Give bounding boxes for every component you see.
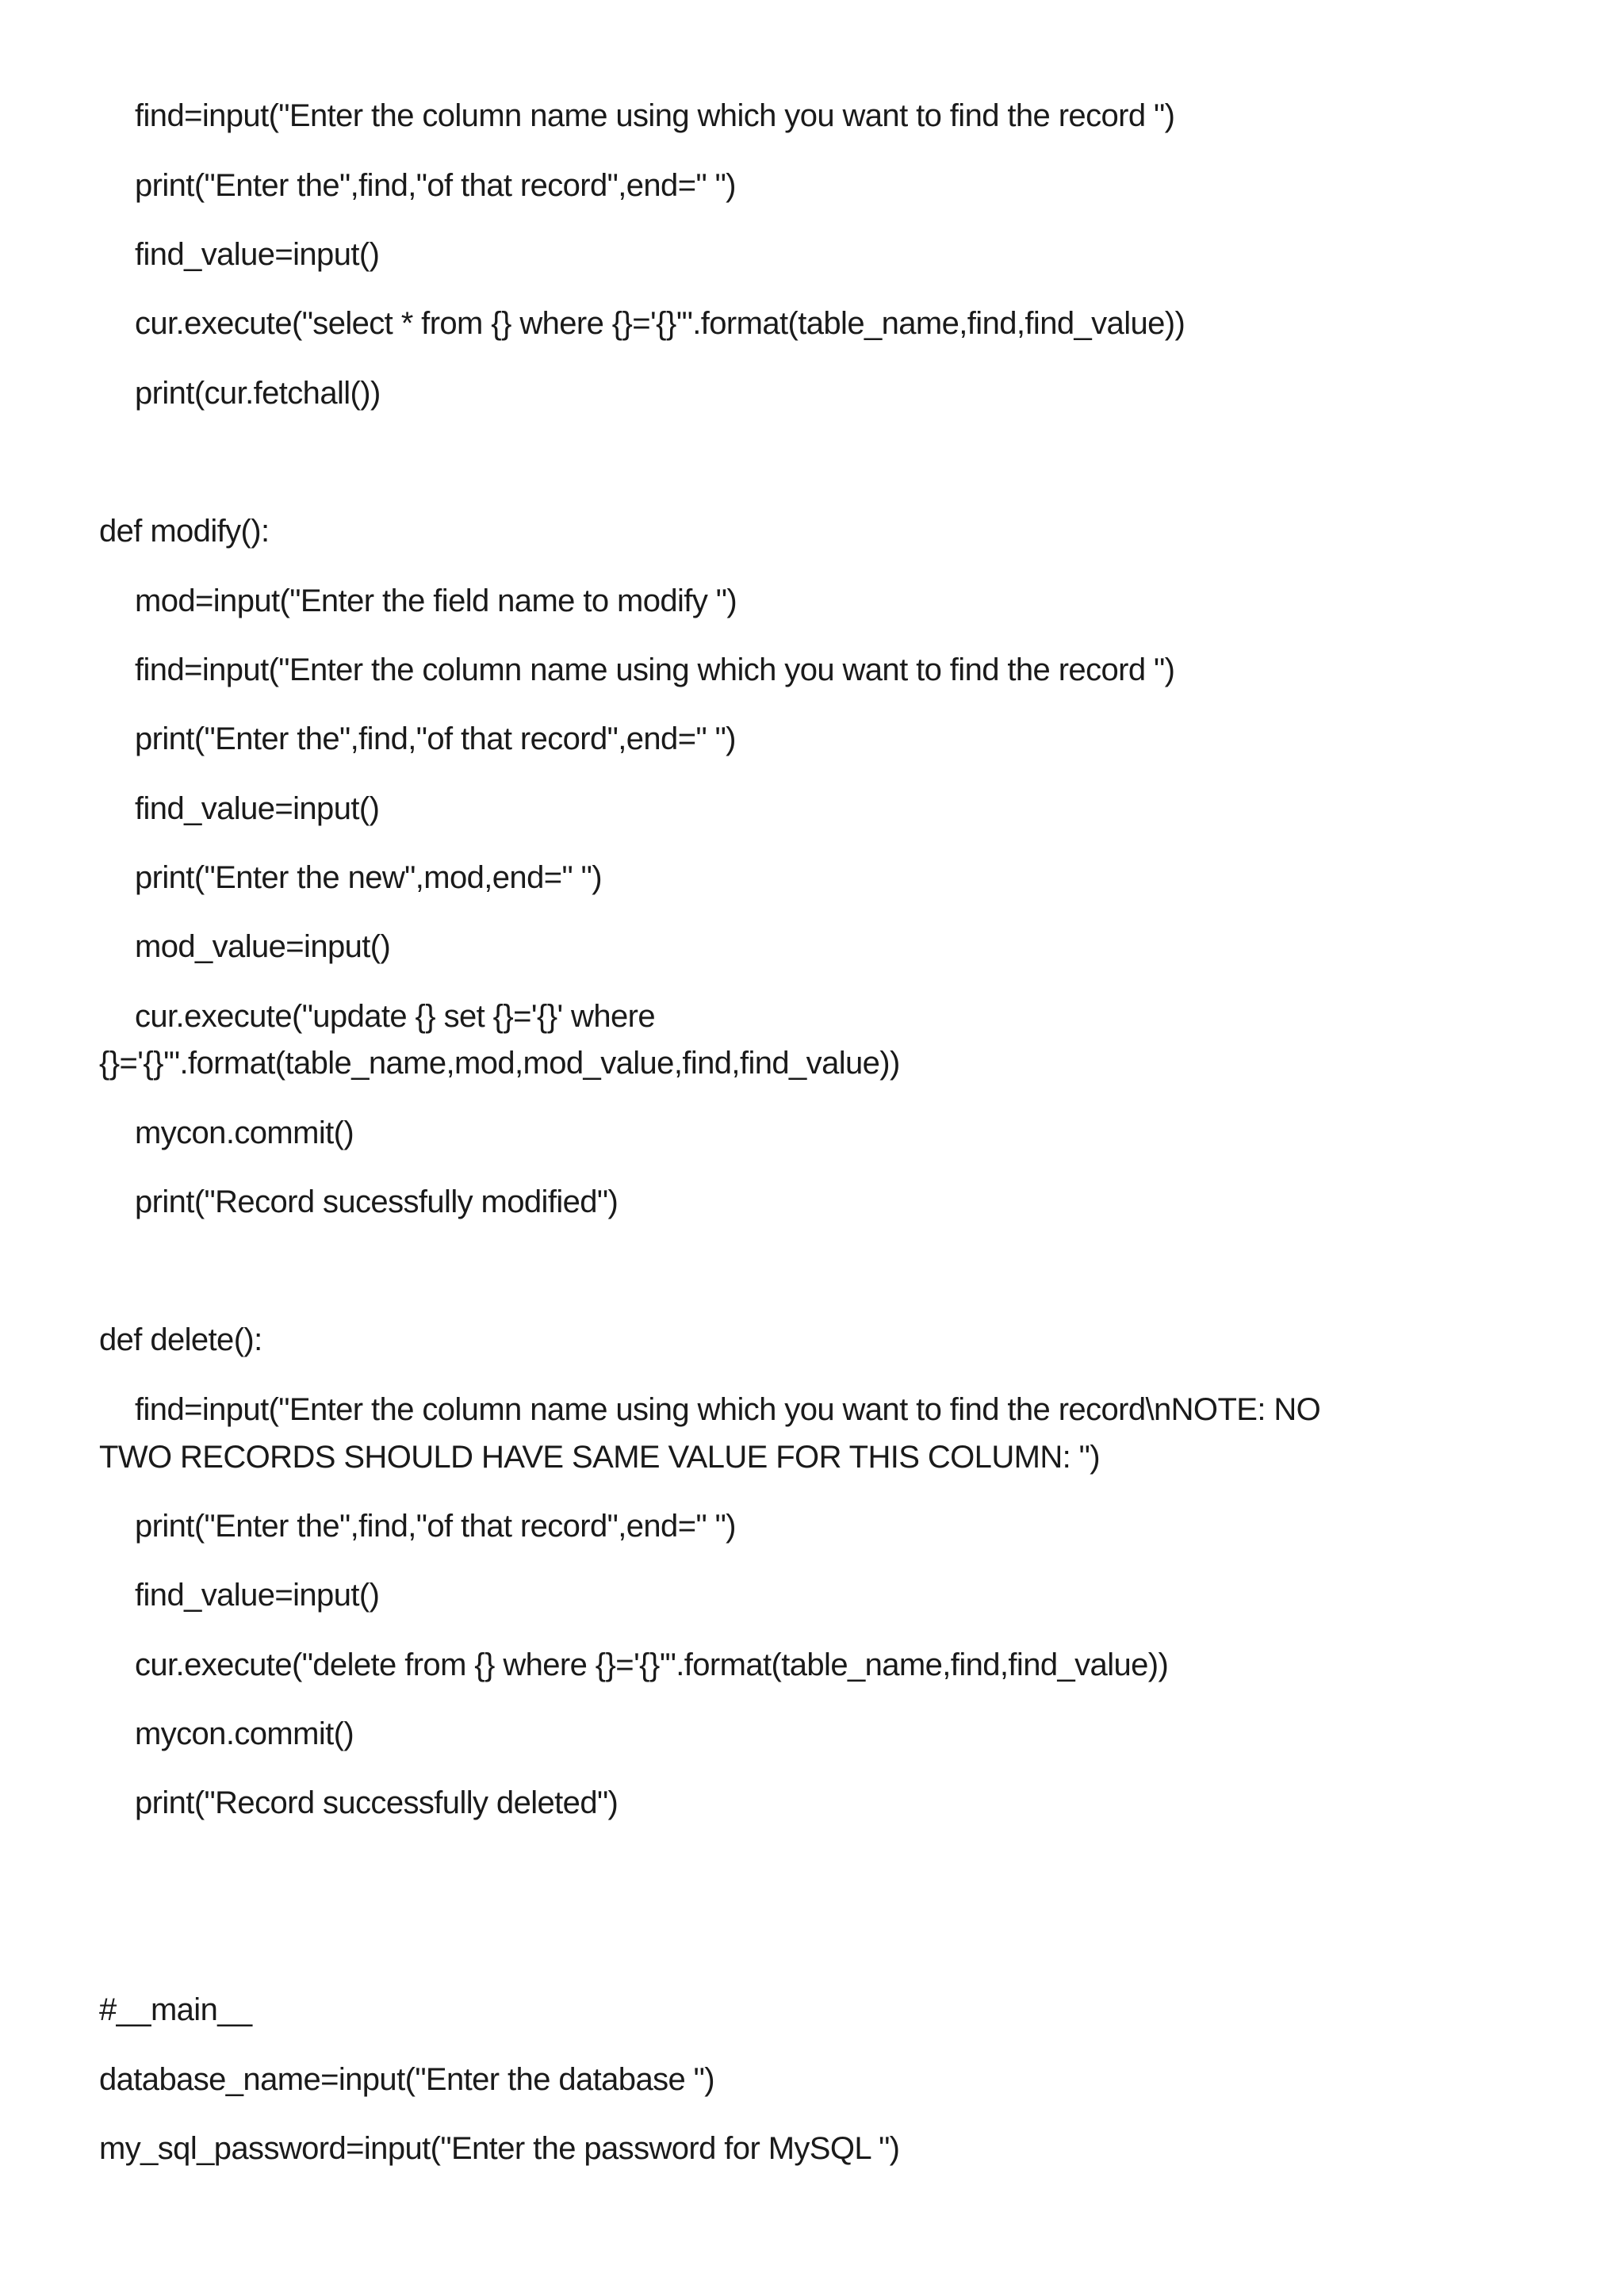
code-line-print-modified: print("Record sucessfully modified") xyxy=(135,1184,619,1219)
code-line-def-modify: def modify(): xyxy=(99,514,270,549)
code-line-execute-update-continued: {}='{}'".format(table_name,mod,mod_value,find,find_value)) xyxy=(99,1046,900,1081)
code-line-commit: mycon.commit() xyxy=(135,1716,354,1751)
code-line-mod-input: mod=input("Enter the field name to modify ") xyxy=(135,584,737,618)
code-line-mysql-password: my_sql_password=input("Enter the password for MySQL ") xyxy=(99,2131,900,2166)
code-line-print-fetchall: print(cur.fetchall()) xyxy=(135,376,381,411)
code-line-find-input: find=input("Enter the column name using which you want to find the record ") xyxy=(135,98,1175,133)
code-line-find-input: find=input("Enter the column name using which you want to find the record\nNOTE: NO xyxy=(135,1392,1321,1427)
code-line-execute-delete: cur.execute("delete from {} where {}='{}'".format(table_name,find,find_value)) xyxy=(135,1647,1169,1682)
code-line-main-comment: #__main__ xyxy=(99,1992,252,2027)
code-line-print-enter: print("Enter the",find,"of that record",end=" ") xyxy=(135,168,736,203)
code-line-find-value: find_value=input() xyxy=(135,791,380,826)
code-line-find-input: find=input("Enter the column name using which you want to find the record ") xyxy=(135,652,1175,687)
code-line-execute-update: cur.execute("update {} set {}='{}' where xyxy=(135,999,655,1034)
code-line-find-input-continued: TWO RECORDS SHOULD HAVE SAME VALUE FOR THIS COLUMN: ") xyxy=(99,1440,1100,1475)
code-line-def-delete: def delete(): xyxy=(99,1322,262,1357)
code-line-execute-select: cur.execute("select * from {} where {}='{}'".format(table_name,find,find_value)) xyxy=(135,306,1185,341)
code-line-find-value: find_value=input() xyxy=(135,237,380,272)
code-line-commit: mycon.commit() xyxy=(135,1115,354,1150)
code-line-print-deleted: print("Record successfully deleted") xyxy=(135,1785,619,1820)
code-line-database-name: database_name=input("Enter the database ") xyxy=(99,2062,714,2097)
code-line-find-value: find_value=input() xyxy=(135,1578,380,1613)
code-line-mod-value: mod_value=input() xyxy=(135,929,391,964)
code-line-print-new: print("Enter the new",mod,end=" ") xyxy=(135,860,602,895)
code-line-print-enter: print("Enter the",find,"of that record",end=" ") xyxy=(135,1509,736,1544)
code-line-print-enter: print("Enter the",find,"of that record",end=" ") xyxy=(135,721,736,756)
